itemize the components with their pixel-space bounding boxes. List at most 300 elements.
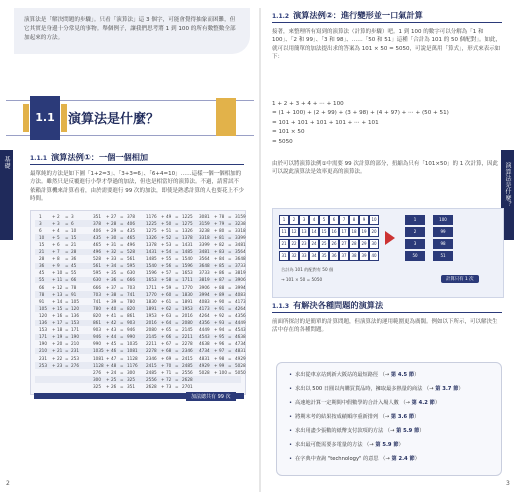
table-cell: 210 bbox=[71, 341, 79, 347]
table-cell: + bbox=[214, 348, 218, 354]
table-cell: 14 bbox=[57, 298, 63, 304]
grid-cell: 31 bbox=[279, 251, 289, 261]
table-cell: + bbox=[161, 334, 165, 340]
subheading-2-number: 1.1.2 bbox=[272, 13, 290, 20]
subheading-3-rule bbox=[272, 312, 502, 313]
table-cell: + bbox=[52, 341, 56, 347]
table-cell: 4543 bbox=[199, 334, 210, 340]
table-cell: 300 bbox=[127, 369, 135, 375]
table-cell: = bbox=[65, 320, 69, 325]
table-cell: 55 bbox=[166, 256, 172, 262]
table-cell: = bbox=[228, 270, 232, 276]
table-cell: 4543 bbox=[235, 327, 246, 333]
table-cell: 16 bbox=[57, 312, 63, 318]
table-row bbox=[35, 341, 246, 348]
table-cell: + bbox=[214, 277, 218, 283]
table-cell: = bbox=[228, 213, 232, 219]
table-cell: 46 bbox=[111, 348, 117, 354]
table-cell: + bbox=[52, 277, 56, 283]
table-cell: 1770 bbox=[146, 291, 157, 297]
table-cell: = bbox=[65, 355, 69, 361]
table-cell: 3819 bbox=[235, 270, 246, 276]
table-cell: 2016 bbox=[182, 312, 193, 318]
table-cell: = bbox=[228, 369, 232, 375]
table-cell: 4356 bbox=[199, 320, 210, 325]
table-cell: 1035 bbox=[127, 341, 138, 347]
table-cell: = bbox=[120, 277, 124, 283]
table-cell: + bbox=[161, 234, 165, 240]
table-cell: = bbox=[175, 341, 179, 347]
table-cell: + bbox=[52, 320, 56, 325]
table-cell: 3238 bbox=[199, 227, 210, 233]
table-cell: + bbox=[106, 327, 110, 333]
table-cell: 3159 bbox=[235, 213, 246, 219]
table-cell: 4831 bbox=[235, 348, 246, 354]
table-row bbox=[35, 369, 246, 376]
table-cell: 83 bbox=[219, 249, 225, 254]
list-item: • 在字典中查詢 "technology" 的意思 （→ 第 2.4 節） bbox=[289, 455, 420, 462]
table-cell: = bbox=[228, 312, 232, 318]
grid-cell: 22 bbox=[289, 239, 299, 249]
table-cell: + bbox=[161, 291, 165, 297]
table-cell: + bbox=[106, 227, 110, 233]
table-cell: 1653 bbox=[146, 277, 157, 283]
table-cell: + bbox=[52, 227, 56, 233]
table-cell: 5050 bbox=[235, 369, 246, 375]
table-cell: + bbox=[106, 249, 110, 254]
table-cell: 780 bbox=[127, 298, 135, 304]
table-cell: 3159 bbox=[199, 220, 210, 226]
grid-cell: 21 bbox=[279, 239, 289, 249]
table-cell: = bbox=[228, 334, 232, 340]
table-cell: = bbox=[175, 291, 179, 297]
table-cell: 60 bbox=[166, 291, 172, 297]
table-cell: 18 bbox=[57, 327, 63, 333]
table-cell: = bbox=[228, 298, 232, 304]
table-cell: 1035 bbox=[93, 348, 104, 354]
table-cell: 820 bbox=[127, 305, 135, 311]
table-cell: 64 bbox=[166, 320, 172, 325]
table-cell: = bbox=[228, 348, 232, 354]
table-row bbox=[35, 220, 246, 227]
table-cell: = bbox=[120, 256, 124, 262]
paragraph-3-text: 由於可以將演算法例①中需要 99 次計算的部分，扭縮為只有「101×50」的 1 次計算，因此可以說此演算法是效率更高的演算法。 bbox=[272, 161, 499, 176]
table-cell: = bbox=[175, 249, 179, 254]
table-cell: 1770 bbox=[182, 284, 193, 290]
table-cell: 4929 bbox=[199, 362, 210, 368]
table-row bbox=[35, 256, 246, 263]
table-cell: + bbox=[106, 355, 110, 361]
table-cell: 1540 bbox=[146, 263, 157, 269]
table-cell: 1176 bbox=[146, 213, 157, 219]
table-cell: 465 bbox=[93, 241, 101, 247]
table-cell: 79 bbox=[219, 220, 225, 226]
table-cell: = bbox=[65, 277, 69, 283]
table-cell: 81 bbox=[219, 234, 225, 240]
table-cell: 30 bbox=[111, 234, 117, 240]
table-cell: 72 bbox=[166, 376, 172, 382]
table-cell: + bbox=[161, 369, 165, 375]
table-cell: 496 bbox=[127, 241, 135, 247]
table-cell: 90 bbox=[219, 298, 225, 304]
table-cell: 80 bbox=[219, 227, 225, 233]
table-cell: + bbox=[52, 362, 56, 368]
table-cell: 69 bbox=[166, 355, 172, 361]
table-cell: = bbox=[175, 270, 179, 276]
table-cell: + bbox=[52, 249, 56, 254]
table-cell: = bbox=[65, 291, 69, 297]
table-cell: 3994 bbox=[235, 284, 246, 290]
subheading-1-title: 演算法例①：一個一個相加 bbox=[51, 152, 149, 162]
table-cell: = bbox=[175, 256, 179, 262]
table-cell: 91 bbox=[39, 298, 45, 304]
list-item: • 將期末考的結果按成績順序重新排列 （→ 第 3.6 節） bbox=[289, 413, 419, 420]
table-cell: 1485 bbox=[146, 256, 157, 262]
table-cell: 3 bbox=[71, 213, 74, 219]
table-row bbox=[35, 362, 246, 369]
table-cell: 2016 bbox=[146, 320, 157, 325]
table-cell: + bbox=[106, 284, 110, 290]
chapter-tab-left-label: 第1章 演算法與程式設計的基礎 bbox=[3, 156, 23, 235]
table-cell: 61 bbox=[166, 298, 172, 304]
table-cell: 40 bbox=[111, 305, 117, 311]
table-cell: = bbox=[120, 355, 124, 361]
table-cell: = bbox=[120, 312, 124, 318]
table-cell: = bbox=[228, 327, 232, 333]
table-cell: 1953 bbox=[182, 305, 193, 311]
table-cell: 1326 bbox=[182, 227, 193, 233]
table-cell: 1326 bbox=[146, 234, 157, 240]
table-cell: 2415 bbox=[146, 362, 157, 368]
table-cell: = bbox=[120, 320, 124, 325]
diagram-formula: → 101 × 50 = 5050 bbox=[281, 277, 323, 282]
table-cell: + bbox=[106, 362, 110, 368]
table-cell: 36 bbox=[39, 263, 45, 269]
list-item: • 求出用盡少張數的紙幣支付款項的方法 （→ 第 5.9 節） bbox=[289, 427, 425, 434]
table-cell: 67 bbox=[166, 341, 172, 347]
table-cell: + bbox=[161, 241, 165, 247]
table-cell: + bbox=[161, 355, 165, 361]
table-cell: + bbox=[214, 227, 218, 233]
subheading-1-rule bbox=[30, 164, 244, 165]
table-cell: + bbox=[161, 312, 165, 318]
table-cell: 3906 bbox=[235, 277, 246, 283]
grid-cell: 16 bbox=[329, 227, 339, 237]
table-cell: 62 bbox=[166, 305, 172, 311]
table-cell: = bbox=[65, 256, 69, 262]
table-cell: + bbox=[161, 213, 165, 219]
table-cell: 73 bbox=[166, 383, 172, 389]
table-cell: 1431 bbox=[146, 249, 157, 254]
table-cell: + bbox=[161, 284, 165, 290]
chapter-tab-right-text: 演算法是什麼？ bbox=[504, 162, 511, 208]
table-cell: 7 bbox=[57, 249, 60, 254]
table-cell: 66 bbox=[71, 277, 77, 283]
grid-cell: 12 bbox=[289, 227, 299, 237]
table-cell: 17 bbox=[57, 320, 63, 325]
table-cell: 990 bbox=[127, 334, 135, 340]
table-row bbox=[35, 312, 246, 319]
table-cell: = bbox=[175, 327, 179, 333]
list-item-text: 高速地計算一定期間中假數學的合計入場人數 bbox=[295, 400, 399, 406]
table-cell: 595 bbox=[127, 263, 135, 269]
grid-cell: 25 bbox=[319, 239, 329, 249]
grid-cell: 15 bbox=[319, 227, 329, 237]
grid-cell: 27 bbox=[339, 239, 349, 249]
table-cell: 6 bbox=[57, 241, 60, 247]
table-cell: 231 bbox=[71, 348, 79, 354]
table-cell: 31 bbox=[111, 241, 117, 247]
table-cell: 4083 bbox=[235, 291, 246, 297]
examples-list bbox=[276, 362, 502, 476]
table-cell: 56 bbox=[166, 263, 172, 269]
table-cell: 4356 bbox=[235, 312, 246, 318]
table-cell: 4929 bbox=[235, 355, 246, 361]
table-cell: 2278 bbox=[182, 341, 193, 347]
grid-cell: 10 bbox=[369, 215, 379, 225]
paragraph-2: 接著，來整理所有寫到的演算法（計算的步驟）吧。1 到 100 的數字可以分解為「1 和 100」、「2 和 99」、「3 和 98」、……「50 和 51」這種「合計為 101 的 50 個配對」。如此，就可以用簡單的加法提出求的答案為 101 × 50 = 5050，可說是萬用「算式」，形式來表示如下： bbox=[272, 29, 501, 61]
table-cell: + bbox=[214, 263, 218, 269]
table-cell: 8 bbox=[57, 256, 60, 262]
table-row bbox=[35, 234, 246, 241]
list-item-ref: 第 4.5 節 bbox=[390, 372, 415, 378]
list-item: • 求出以 500 日圓以內購買貨品時，擁取最多熱量的商法 （→ 第 3.7 節） bbox=[289, 385, 464, 392]
table-row bbox=[35, 213, 246, 220]
table-cell: = bbox=[65, 341, 69, 347]
table-cell: + bbox=[52, 270, 56, 276]
table-cell: 861 bbox=[127, 312, 135, 318]
table-cell: = bbox=[228, 305, 232, 311]
table-cell: = bbox=[120, 334, 124, 340]
table-cell: 78 bbox=[71, 284, 77, 290]
table-cell: 33 bbox=[111, 256, 117, 262]
table-cell: 153 bbox=[71, 320, 79, 325]
table-cell: 1653 bbox=[182, 270, 193, 276]
table-cell: 87 bbox=[219, 277, 225, 283]
table-cell: 53 bbox=[166, 241, 172, 247]
table-cell: = bbox=[228, 227, 232, 233]
table-cell: 1378 bbox=[182, 234, 193, 240]
grid-cell: 3 bbox=[299, 215, 309, 225]
arrow-right-icon bbox=[385, 231, 395, 245]
table-cell: 903 bbox=[127, 320, 135, 325]
table-cell: + bbox=[106, 234, 110, 240]
table-cell: 39 bbox=[111, 298, 117, 304]
table-cell: 1596 bbox=[146, 270, 157, 276]
table-cell: + bbox=[161, 376, 165, 382]
table-cell: + bbox=[214, 284, 218, 290]
table-cell: 210 bbox=[39, 348, 47, 354]
table-cell: 3994 bbox=[199, 291, 210, 297]
table-cell: 2628 bbox=[182, 376, 193, 382]
table-cell: = bbox=[120, 227, 124, 233]
table-cell: 21 bbox=[57, 348, 63, 354]
table-cell: + bbox=[161, 320, 165, 325]
table-cell: 15 bbox=[57, 305, 63, 311]
table-cell: + bbox=[52, 327, 56, 333]
table-cell: 3819 bbox=[199, 277, 210, 283]
list-item-ref: 第 3.7 節 bbox=[435, 386, 459, 392]
grid-cell: 14 bbox=[309, 227, 319, 237]
grid-cell: 17 bbox=[339, 227, 349, 237]
table-cell: 903 bbox=[93, 327, 101, 333]
table-cell: 2701 bbox=[182, 383, 193, 389]
table-cell: 3 bbox=[57, 220, 60, 226]
table-cell: = bbox=[120, 220, 124, 226]
table-cell: = bbox=[175, 312, 179, 318]
table-cell: 38 bbox=[111, 291, 117, 297]
table-cell: 65 bbox=[166, 327, 172, 333]
table-cell: = bbox=[228, 341, 232, 347]
table-cell: + bbox=[214, 241, 218, 247]
table-cell: + bbox=[161, 256, 165, 262]
table-cell: 78 bbox=[39, 291, 45, 297]
table-cell: 1 bbox=[39, 213, 42, 219]
table-cell: 276 bbox=[71, 362, 79, 368]
table-cell: 1225 bbox=[182, 213, 193, 219]
table-row bbox=[35, 241, 246, 248]
table-cell: 13 bbox=[57, 291, 63, 297]
table-cell: 703 bbox=[93, 291, 101, 297]
table-cell: 94 bbox=[219, 327, 225, 333]
table-cell: = bbox=[65, 270, 69, 276]
grid-cell: 11 bbox=[279, 227, 289, 237]
table-cell: 136 bbox=[71, 312, 79, 318]
table-row bbox=[35, 376, 241, 383]
table-cell: 3733 bbox=[235, 263, 246, 269]
table-cell: 11 bbox=[57, 277, 63, 283]
table-cell: + bbox=[214, 234, 218, 240]
math-line: = 101 × 50 bbox=[272, 129, 305, 136]
table-cell: = bbox=[65, 234, 69, 240]
table-cell: = bbox=[175, 320, 179, 325]
table-cell: = bbox=[120, 348, 124, 354]
table-cell: 406 bbox=[127, 220, 135, 226]
table-cell: 93 bbox=[219, 320, 225, 325]
table-cell: 253 bbox=[71, 355, 79, 361]
table-cell: = bbox=[120, 341, 124, 347]
table-cell: 1081 bbox=[127, 348, 138, 354]
table-cell: 21 bbox=[71, 241, 77, 247]
table-cell: + bbox=[52, 234, 56, 240]
table-cell: 78 bbox=[219, 213, 225, 219]
table-row bbox=[35, 263, 246, 270]
table-cell: + bbox=[214, 256, 218, 262]
table-cell: = bbox=[120, 241, 124, 247]
table-cell: 29 bbox=[111, 227, 117, 233]
table-row bbox=[35, 249, 246, 256]
table-cell: 2211 bbox=[182, 334, 193, 340]
grid-cell: 7 bbox=[339, 215, 349, 225]
table-row bbox=[35, 334, 246, 341]
table-row bbox=[35, 305, 246, 312]
table-cell: 36 bbox=[71, 256, 77, 262]
table-cell: 2556 bbox=[146, 376, 157, 382]
table-cell: 3648 bbox=[199, 263, 210, 269]
table-cell: 26 bbox=[111, 383, 117, 389]
grid-cell: 37 bbox=[339, 251, 349, 261]
grid-cell: 35 bbox=[319, 251, 329, 261]
table-cell: = bbox=[65, 220, 69, 226]
table-cell: 45 bbox=[111, 341, 117, 347]
table-cell: 36 bbox=[111, 277, 117, 283]
pair-cell: 100 bbox=[433, 215, 453, 225]
table-cell: + bbox=[106, 256, 110, 262]
table-cell: = bbox=[120, 305, 124, 311]
table-cell: = bbox=[175, 298, 179, 304]
table-cell: 2556 bbox=[182, 369, 193, 375]
table-cell: = bbox=[120, 234, 124, 240]
table-cell: + bbox=[106, 291, 110, 297]
table-cell: 190 bbox=[39, 341, 47, 347]
table-cell: + bbox=[52, 284, 56, 290]
table-row bbox=[35, 277, 246, 284]
table-cell: = bbox=[120, 327, 124, 333]
table-cell: 58 bbox=[166, 277, 172, 283]
table-cell: 49 bbox=[166, 213, 172, 219]
table-cell: + bbox=[214, 270, 218, 276]
table-cell: 20 bbox=[57, 341, 63, 347]
table-cell: + bbox=[52, 241, 56, 247]
table-cell: + bbox=[52, 256, 56, 262]
grid-cell: 13 bbox=[299, 227, 309, 237]
table-cell: 4734 bbox=[235, 341, 246, 347]
list-item-ref: 第 4.2 節 bbox=[411, 400, 435, 406]
section-title: 演算法是什麼？ bbox=[68, 112, 160, 127]
math-line: = 101 + 101 + 101 + 101 + ⋯ + 101 bbox=[272, 119, 379, 126]
table-cell: + bbox=[161, 362, 165, 368]
pair-cell: 1 bbox=[405, 215, 425, 225]
table-cell: = bbox=[175, 334, 179, 340]
table-cell: 63 bbox=[166, 312, 172, 318]
table-cell: 276 bbox=[93, 369, 101, 375]
grid-cell: 6 bbox=[329, 215, 339, 225]
table-cell: + bbox=[106, 213, 110, 219]
paragraph-4: 前面所探討的是簡單的計算問題，但演算法的運用範圍更為廣闊。例如以下所示，可以解決生活中存在的各種問題。 bbox=[272, 319, 498, 334]
table-cell: + bbox=[52, 220, 56, 226]
table-row bbox=[35, 270, 246, 277]
table-cell: + bbox=[106, 383, 110, 389]
table-cell: 92 bbox=[219, 312, 225, 318]
table-cell: 120 bbox=[71, 305, 79, 311]
table-cell: 595 bbox=[93, 270, 101, 276]
table-cell: + bbox=[214, 362, 218, 368]
table-cell: 10 bbox=[57, 270, 63, 276]
table-cell: 2080 bbox=[146, 327, 157, 333]
table-cell: 1176 bbox=[127, 362, 138, 368]
table-row bbox=[35, 383, 241, 390]
table-cell: + bbox=[214, 355, 218, 361]
table-cell: 630 bbox=[93, 277, 101, 283]
table-cell: 54 bbox=[166, 249, 172, 254]
grid-cell: 34 bbox=[309, 251, 319, 261]
table-cell: 95 bbox=[219, 334, 225, 340]
table-cell: 300 bbox=[93, 376, 101, 382]
table-row bbox=[35, 227, 246, 234]
table-cell: + bbox=[214, 312, 218, 318]
table-cell: + bbox=[161, 227, 165, 233]
table-cell: = bbox=[228, 220, 232, 226]
table-cell: = bbox=[228, 256, 232, 262]
table-cell: 171 bbox=[39, 334, 47, 340]
table-cell: + bbox=[214, 327, 218, 333]
pair-cell: 50 bbox=[405, 251, 425, 261]
table-cell: 25 bbox=[111, 376, 117, 382]
table-cell: 5 bbox=[57, 234, 60, 240]
table-cell: 861 bbox=[93, 320, 101, 325]
table-cell: 71 bbox=[166, 369, 172, 375]
math-line: = 5050 bbox=[272, 138, 293, 145]
